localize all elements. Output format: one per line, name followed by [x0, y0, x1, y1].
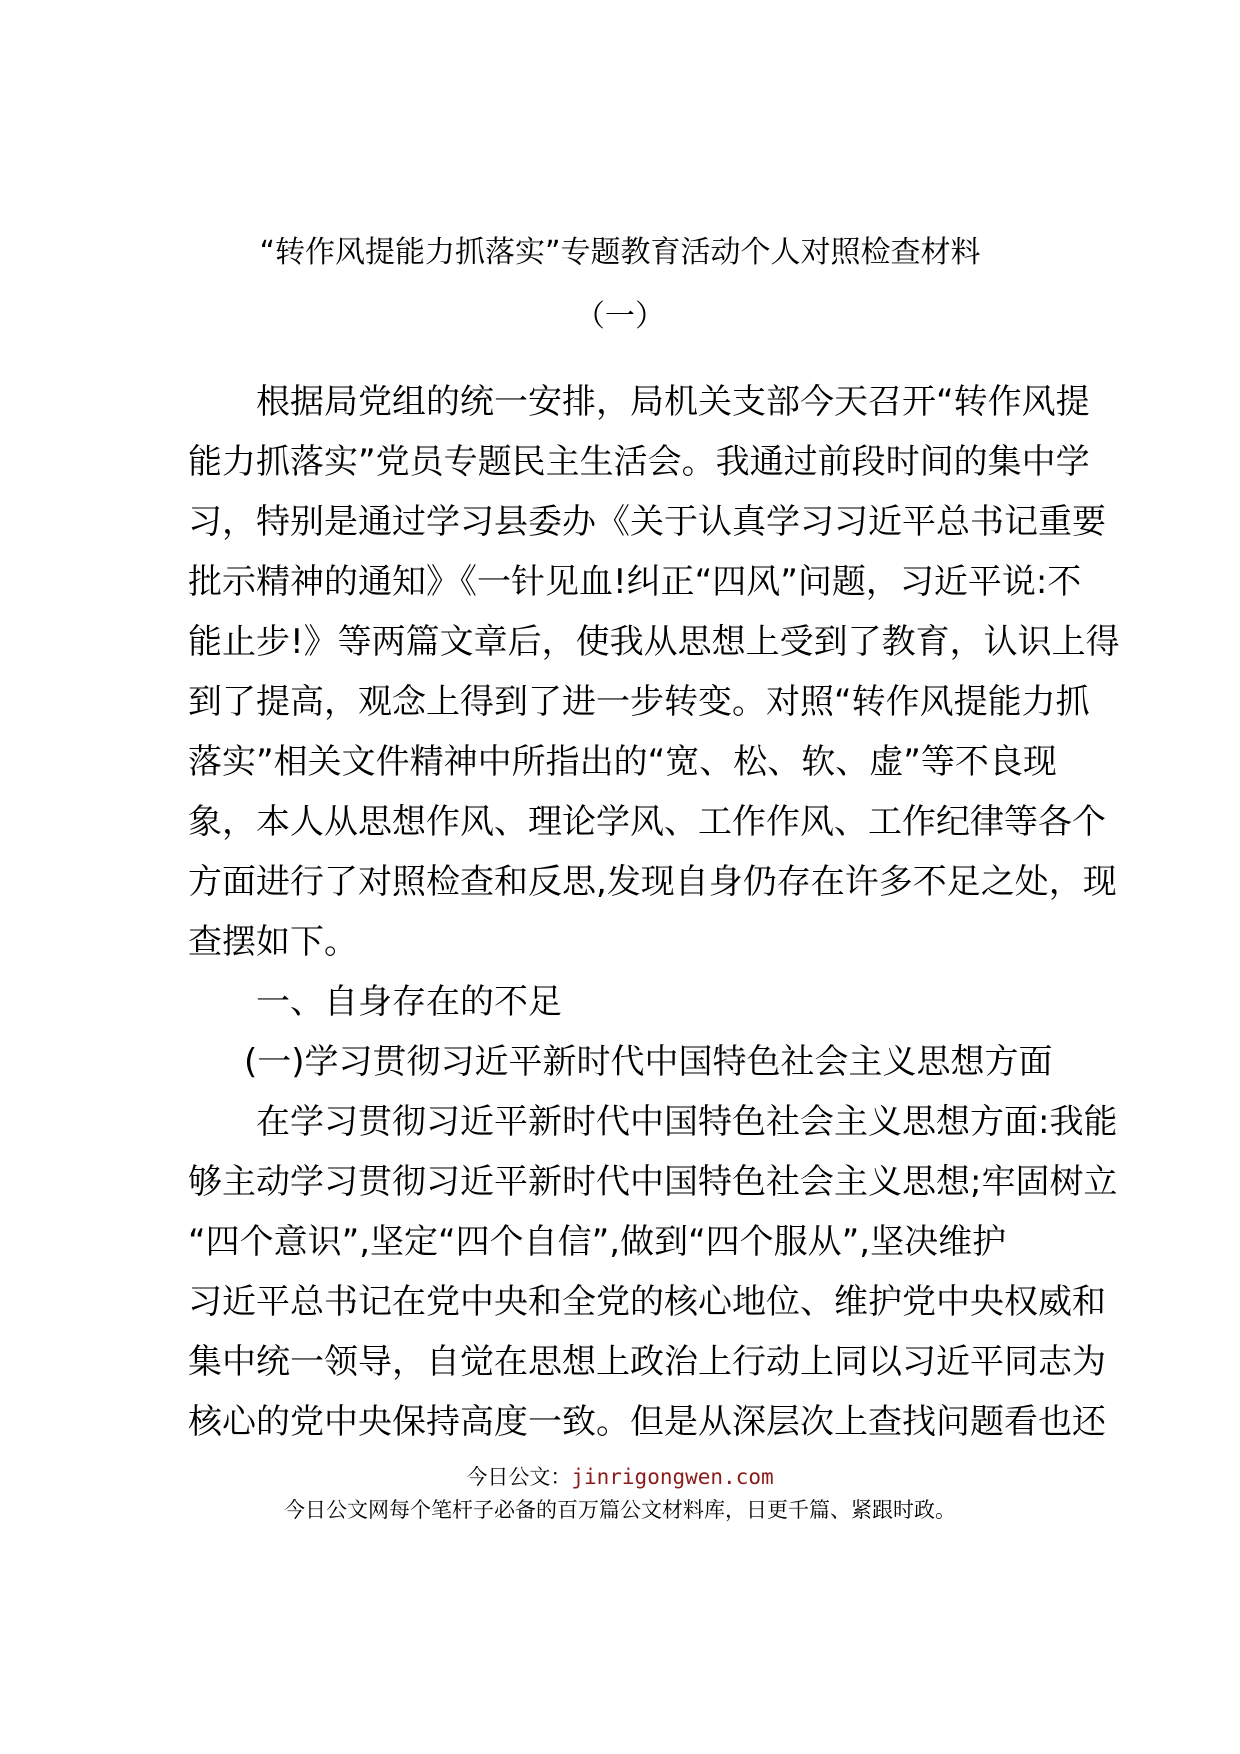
footer-site-line	[0, 1463, 1240, 1491]
subsection-heading: (一)学习贯彻习近平新时代中国特色社会主义思想方面	[244, 1042, 1053, 1082]
paragraph-line: 方面进行了对照检查和反思,发现自身仍存在许多不足之处，现	[188, 862, 1117, 902]
paragraph-line: 能止步!》等两篇文章后，使我从思想上受到了教育，认识上得	[188, 622, 1120, 662]
paragraph-line: 象，本人从思想作风、理论学风、工作作风、工作纪律等各个	[188, 802, 1106, 842]
paragraph-line: 习，特别是通过学习县委办《关于认真学习习近平总书记重要	[188, 502, 1106, 542]
paragraph-line: 根据局党组的统一安排，局机关支部今天召开“转作风提	[256, 382, 1090, 422]
paragraph-line: 习近平总书记在党中央和全党的核心地位、维护党中央权威和	[188, 1282, 1106, 1322]
paragraph-line: 核心的党中央保持高度一致。但是从深层次上查找问题看也还	[188, 1402, 1106, 1442]
paragraph-line: 批示精神的通知》《一针见血!纠正“四风”问题，习近平说:不	[188, 562, 1082, 602]
paragraph-line: 够主动学习贯彻习近平新时代中国特色社会主义思想;牢固树立	[188, 1162, 1118, 1202]
paragraph-line: 查摆如下。	[188, 922, 358, 962]
paragraph-line: “四个意识”,坚定“四个自信”,做到“四个服从”,坚决维护	[188, 1222, 1007, 1262]
footer-site-label: 今日公文：	[466, 1465, 572, 1489]
footer-tagline: 今日公文网每个笔杆子必备的百万篇公文材料库，日更千篇、紧跟时政。	[284, 1498, 956, 1522]
paragraph-line: 能力抓落实”党员专题民主生活会。我通过前段时间的集中学	[188, 442, 1090, 482]
paragraph-line: 到了提高，观念上得到了进一步转变。对照“转作风提能力抓	[188, 682, 1090, 722]
document-subtitle-number: （一）	[575, 299, 665, 334]
footer-site-link[interactable]: jinrigongwen.com	[571, 1465, 774, 1489]
paragraph-line: 集中统一领导，自觉在思想上政治上行动上同以习近平同志为	[188, 1342, 1106, 1382]
paragraph-line: 落实”相关文件精神中所指出的“宽、松、软、虚”等不良现	[188, 742, 1057, 782]
document-title: “转作风提能力抓落实”专题教育活动个人对照检查材料	[259, 235, 981, 270]
section-heading: 一、自身存在的不足	[256, 982, 562, 1022]
paragraph-line: 在学习贯彻习近平新时代中国特色社会主义思想方面:我能	[256, 1102, 1118, 1142]
